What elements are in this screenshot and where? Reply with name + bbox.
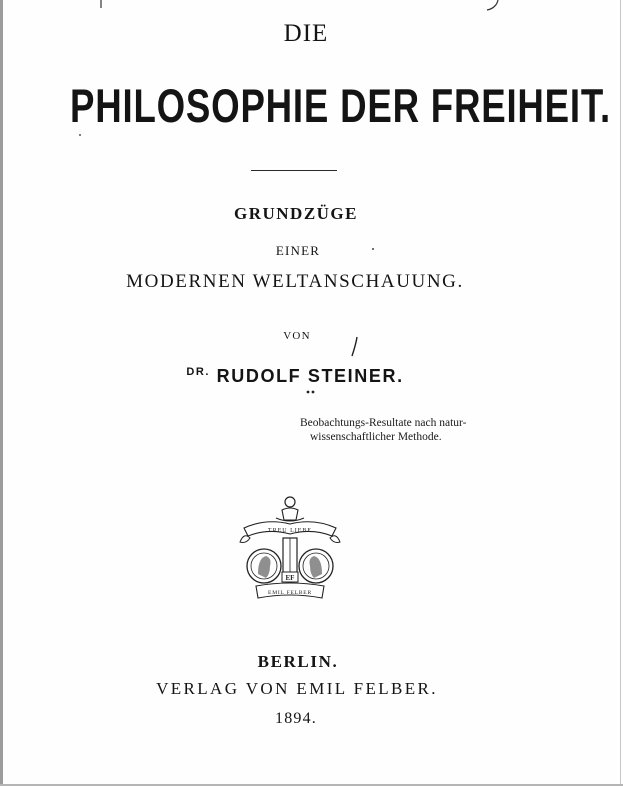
base-text: EMIL FELBER [268, 590, 312, 596]
banner-text: TREU LIEBE [267, 528, 313, 534]
speck-mark-2 [371, 247, 375, 251]
note-line-1: Beobachtungs-Resultate nach natur- [300, 417, 467, 429]
by-line: VON [283, 330, 311, 342]
plaque-text: EF [285, 574, 295, 582]
subtitle-line-3: MODERNEN WELTANSCHAUUNG. [126, 271, 464, 292]
publisher-name: VERLAG VON EMIL FELBER. [156, 679, 438, 698]
publisher-emblem [236, 494, 344, 604]
pen-mark-top-right [486, 0, 500, 12]
pen-check-mark [349, 336, 359, 358]
subtitle-line-1: GRUNDZÜGE [233, 204, 358, 223]
umlaut-ink-marks [306, 389, 316, 396]
speck-mark [78, 133, 82, 137]
page-right-edge [620, 0, 621, 786]
title-article: DIE [283, 20, 329, 47]
author-fullname: RUDOLF STEINER. [216, 366, 404, 386]
handwritten-note [300, 416, 530, 444]
subtitle-line-2: EINER [275, 243, 321, 258]
pen-mark-top-left [98, 0, 104, 10]
note-line-2: wissenschaftlicher Methode. [310, 431, 442, 443]
publisher-city: BERLIN. [257, 652, 339, 671]
book-title: PHILOSOPHIE DER FREIHEIT. [70, 79, 611, 132]
author-title: DR. [186, 366, 211, 378]
title-divider [251, 170, 337, 171]
author-name [0, 366, 590, 387]
publication-year: 1894. [275, 710, 317, 727]
